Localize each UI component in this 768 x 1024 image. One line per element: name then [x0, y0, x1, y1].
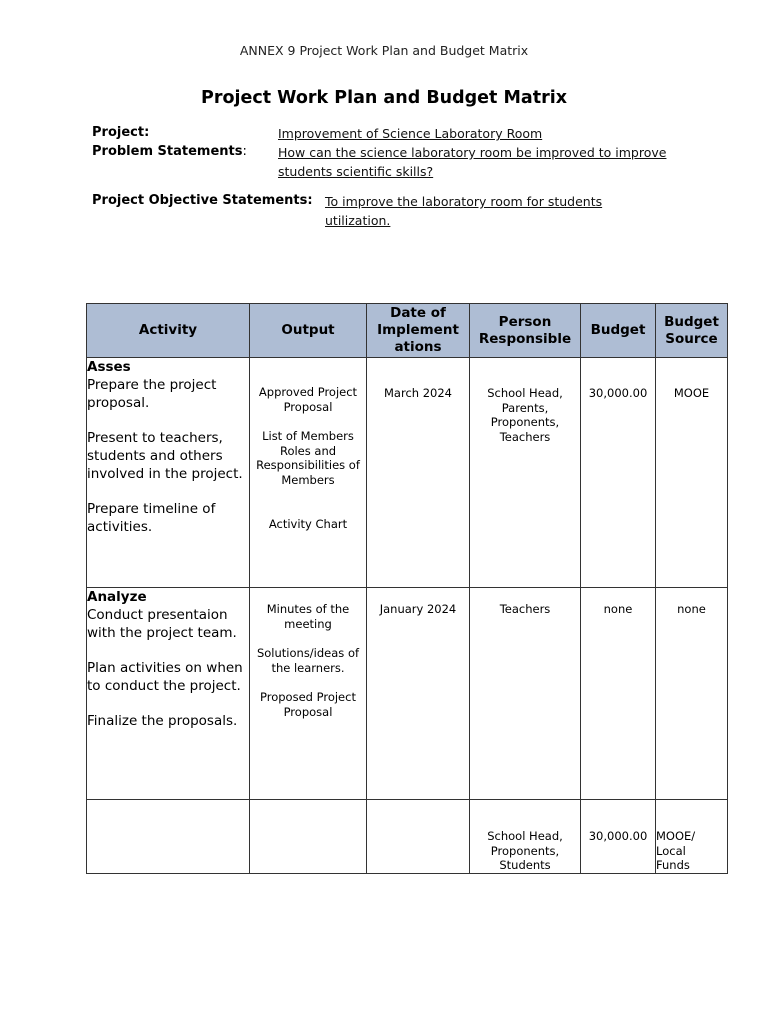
output-item: Approved Project Proposal [258, 385, 358, 414]
problem-line-2: students scientific skills? [278, 164, 434, 179]
output-item: Minutes of the meeting [266, 602, 350, 631]
activity-item: Plan activities on when to conduct the project. [87, 660, 243, 694]
header-date-line-1: Date of [390, 305, 446, 321]
output-cell [250, 800, 367, 874]
person-cell [470, 800, 581, 874]
header-budget: Budget [581, 304, 656, 358]
objective-line-2: utilization. [325, 213, 391, 228]
person-line: Parents, [501, 400, 549, 415]
date-cell: January 2024 [367, 588, 470, 800]
table-row [87, 800, 728, 874]
activity-cell [87, 588, 250, 800]
header-output: Output [250, 304, 367, 358]
output-item: List of Members Roles and Responsibilities of Members [256, 429, 360, 487]
person-line: Proponents, [490, 843, 560, 858]
work-plan-table [86, 303, 728, 874]
activity-item: Finalize the proposals. [87, 713, 238, 729]
source-cell [656, 800, 728, 874]
problem-label [92, 144, 247, 159]
phase-label: Asses [87, 359, 131, 375]
project-value: Improvement of Science Laboratory Room [278, 126, 543, 141]
person-line: Proponents, [490, 415, 560, 429]
phase-label: Analyze [87, 589, 147, 605]
problem-line-1: How can the science laboratory room be improved to improve [278, 145, 667, 160]
table-row [87, 358, 728, 588]
activity-item: Conduct presentaion with the project team. [87, 607, 237, 641]
person-line: School Head, [487, 829, 563, 843]
source-cell: none [656, 588, 728, 800]
annex-header: ANNEX 9 Project Work Plan and Budget Matrix [239, 43, 529, 58]
objective-line-1: To improve the laboratory room for students [325, 194, 603, 209]
budget-cell: 30,000.00 [581, 358, 656, 588]
objective-label: Project Objective Statements: [92, 193, 313, 208]
activity-item: Prepare the project proposal. [87, 377, 217, 411]
source-line: Local [656, 843, 686, 858]
objective-value [325, 192, 602, 230]
date-cell [367, 800, 470, 874]
output-item: Activity Chart [268, 517, 348, 531]
source-cell: MOOE [656, 358, 728, 588]
source-line: MOOE/ [656, 829, 696, 843]
output-item: Proposed Project Proposal [260, 690, 356, 719]
person-cell [470, 358, 581, 588]
header-date [367, 304, 470, 358]
header-budget-source [656, 304, 728, 358]
header-source-line-2: Source [665, 330, 718, 347]
person-line: School Head, [487, 386, 563, 400]
header-date-line-2: Implement [377, 322, 459, 338]
activity-cell [87, 800, 250, 874]
activity-cell [87, 358, 250, 588]
budget-cell: 30,000.00 [581, 800, 656, 874]
header-activity: Activity [87, 304, 250, 358]
source-line: Funds [656, 858, 690, 872]
header-person [470, 304, 581, 358]
activity-item: Present to teachers, students and others involved in the project. [87, 430, 243, 482]
header-person-line-2: Responsible [478, 330, 572, 347]
table-header-row [87, 304, 728, 358]
activity-item: Prepare timeline of activities. [87, 501, 216, 535]
person-line: Students [499, 858, 551, 872]
person-line: Teachers [499, 429, 551, 444]
header-person-line-1: Person [498, 313, 552, 330]
output-cell [250, 588, 367, 800]
person-cell: Teachers [470, 588, 581, 800]
output-item: Solutions/ideas of the learners. [256, 646, 360, 675]
header-source-line-1: Budget [664, 313, 719, 330]
budget-cell: none [581, 588, 656, 800]
problem-label-text: Problem Statements [92, 144, 243, 159]
document-title: Project Work Plan and Budget Matrix [201, 88, 567, 108]
problem-value [278, 143, 666, 181]
header-date-line-3: ations [394, 339, 442, 355]
date-cell: March 2024 [367, 358, 470, 588]
table-row [87, 588, 728, 800]
project-label: Project: [92, 125, 150, 140]
problem-colon: : [242, 144, 247, 159]
output-cell [250, 358, 367, 588]
